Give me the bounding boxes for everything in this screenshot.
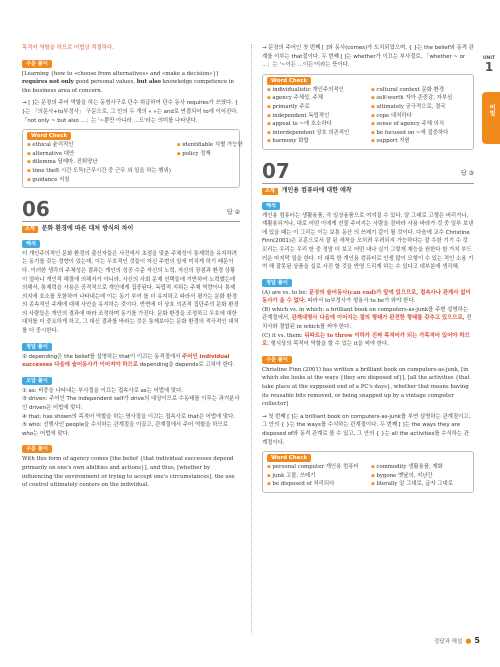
word-check-item	[371, 472, 469, 481]
word-term: cope	[376, 112, 391, 119]
jeongdap-item-tail: , 형식상의 목적어 역할을 할 수 있는 it을 써야 한다.	[267, 341, 389, 348]
word-check-item	[267, 94, 365, 103]
word-check-item	[371, 103, 469, 112]
word-term: identifiable	[182, 142, 215, 149]
bullet-icon: ▪	[371, 112, 377, 119]
jeongdap-list	[262, 289, 474, 349]
jeongdap-item	[262, 332, 474, 349]
jeongdap-item	[262, 289, 474, 306]
bullet-icon: ▪	[27, 142, 33, 149]
topic-row	[22, 225, 240, 234]
bullet-icon: ▪	[267, 138, 273, 145]
bullet-icon: ▪	[371, 129, 377, 136]
word-meaning: ~에 호소하다	[299, 121, 332, 128]
answer-label: 답 ③	[460, 170, 474, 178]
word-term: be disposed of	[272, 481, 314, 488]
odap-item: ③ driven: 주어인 The independent self가 drive의 대상이므로 수동태를 이루는 과거분사인 driven은 어법에 맞다.	[22, 396, 240, 412]
tag-gumun: 구문 풀이	[262, 356, 292, 364]
tag-jeongdap: 정답 풀이	[262, 279, 292, 287]
word-term: be focused on	[376, 129, 417, 136]
word-check-item	[27, 150, 171, 159]
bullet-icon: ▪	[267, 86, 273, 93]
gumun-en-b: requires not only	[22, 79, 74, 86]
word-check-item	[267, 103, 365, 112]
word-check-item	[267, 129, 365, 138]
word-check-item	[267, 112, 365, 121]
gumun-korean: → 첫 번째 [ ]는 a brilliant book on computers-as-junk를 부연 설명하는 관계절이고, 그 안의 { }는 the ways를 수식하는 관계절이다. 두 번째 [ ]는 the ways they are disposed of와 동격 관계로 볼 수 있고, 그 안의 { }는 all the activities를 수식하는 관계절이다.	[262, 413, 471, 446]
word-check-item	[371, 480, 469, 489]
word-meaning: ~에 집중하다	[416, 129, 449, 136]
top-korean: → 문장의 주어인 첫 번째 [ ]와 동사(comes)가 도치되었으며, { }는 the belief와 동격 관계를 이루는 that절이다. 두 번째 [ ]는 whether가 이끄는 부사절로, 「whether ~ or ...」는 '~이든 …이든'이라는 뜻이다.	[262, 45, 474, 69]
word-meaning: 생활용품, 재화	[408, 464, 443, 471]
bullet-icon: ▪	[27, 159, 33, 166]
jeongdap-item-lead: (A) are vs. to be:	[262, 289, 310, 296]
question-number: 07	[262, 158, 290, 183]
section-tab-text: 어법	[488, 104, 495, 116]
gumun-en-c: good personal values,	[73, 79, 137, 86]
haeseok-text: 더 개인주의적인 문화 환경의 출신자들은 사건에서 초점을 맞춘 주체성이 통제력을 유지하려는 동기를 갖는 경향이 있는데, 이는 우호적인 것들이 자신 주변의 일에 미치게 하기 때문이다. 이러한 생각의 주체성은 결과는 개인의 성공 수준 자신의 노력, 자신의 장점과 환경 상황이 얼마나 개인적 해결에 의해서가 아니라, 사신의 사회 문제 선택들에 기반하여 노력했는데 의해서, 통제력을 사용은 공격적으로 개인에게 집중된다. 독립적 지위는 주체 역량이나 통제 의지에 호소를 포함하여 나타내는데 이는 동기 부여 를 더 유지하고 따라서 평가는 문화 환경의 종속적인 주제에 대해 사안을 유지하는 것이다. 반면에 더 상호 의존적 집단주의 문화 환경의 사람들은 개인의 결과에 따라 조정하며 동기를 가진다. 문화 환경을 조정하고 우호에 대한 대처를 더 중요하게 하고, 그 대신 결과를 바라는 것은 통제보다는 문화 환경의 적극적인 대처를 더 중시한다.	[22, 250, 239, 335]
bullet-icon: ▪	[176, 142, 183, 149]
word-check-item	[177, 158, 243, 167]
jeongdap-item	[262, 306, 474, 332]
word-check-item	[371, 463, 469, 472]
word-term: cultural context	[376, 86, 422, 93]
word-term: guidance	[32, 176, 60, 183]
word-meaning: 딜레마, 진퇴양난	[57, 159, 98, 166]
word-term: independent	[272, 112, 309, 119]
word-term: alternative	[32, 150, 64, 157]
word-check-item	[177, 141, 243, 150]
page-footer	[434, 636, 480, 645]
word-check-label: Word Check	[267, 77, 311, 85]
word-check-item	[177, 176, 243, 185]
question-number: 06	[22, 197, 50, 222]
word-term: ultimately	[376, 103, 406, 110]
word-meaning: 알 그대로, 글자 그대로	[399, 481, 453, 488]
word-term: policy	[182, 150, 201, 157]
tag-haeseok: 해석	[262, 202, 280, 210]
topic-row	[262, 187, 474, 196]
word-meaning: 대안	[63, 150, 75, 157]
word-check-box-1	[22, 129, 243, 188]
word-check-grid	[27, 141, 243, 184]
bullet-icon: ▪	[371, 472, 377, 479]
bullet-icon: ▪	[371, 95, 377, 102]
word-check-item	[267, 463, 365, 472]
bullet-icon: ▪	[267, 95, 273, 102]
bullet-icon: ▪	[267, 472, 273, 479]
jeongdap-c: depending을 depends로 고쳐야 한다.	[138, 362, 235, 369]
word-term: junk	[272, 472, 286, 479]
word-check-box-2	[262, 74, 474, 150]
word-check-box-3	[262, 451, 474, 493]
word-term: self-worth	[376, 95, 406, 102]
word-meaning: 시간 도둑(근무시간 중 근무 외 일을 하는 행위)	[60, 167, 171, 174]
word-meaning: 화합	[298, 138, 309, 145]
topic-text: 문화 환경에 따른 대처 방식의 차이	[41, 225, 134, 233]
word-check-item	[371, 129, 469, 138]
word-check-label: Word Check	[267, 454, 311, 462]
jeongdap-item-lead: (C) it vs. them:	[262, 332, 305, 339]
jeongdap-item-tail: 따라서 to부정사가 형용사 to be가 와야 한다.	[305, 298, 416, 305]
word-term: support	[376, 138, 400, 145]
unit-label: UNIT	[482, 56, 496, 61]
word-check-item	[371, 120, 469, 129]
right-column	[262, 44, 474, 499]
word-meaning: 독립적인	[308, 112, 330, 119]
word-check-item	[177, 167, 243, 176]
word-term: time theft	[32, 167, 61, 174]
word-meaning: 대처하다	[391, 112, 412, 119]
word-meaning: 식별 가능한	[214, 142, 243, 149]
bullet-icon: ▪	[371, 121, 377, 128]
bullet-icon: ▪	[371, 138, 377, 145]
word-check-item	[267, 480, 365, 489]
word-check-grid	[267, 86, 469, 146]
word-check-item	[267, 120, 365, 129]
bullet-icon: ▪	[371, 103, 377, 110]
word-check-item	[177, 150, 243, 159]
jeongdap-b: 주어인 individual successes 다음에 술어동사가 이어져야 하므로	[22, 353, 230, 369]
jeongdap-item-highlight: 관계대명사 다음에 이어지는 절의 형태가 완전한 형태를 갖추고 있으므로,	[291, 315, 465, 322]
word-check-item	[267, 137, 365, 146]
odap-item: ⑤ who: 선행사인 people을 수식하는 관계절을 이끌고, 관계절에서 주어 역할을 하므로 who는 어법에 맞다.	[22, 422, 228, 437]
bullet-icon: ▪	[267, 129, 273, 136]
word-meaning: 주로	[299, 103, 310, 110]
word-meaning: 자아 존중감, 자부심	[405, 95, 453, 102]
question-header-06	[22, 198, 240, 222]
word-term: agency	[272, 95, 294, 102]
gumun-english-1	[22, 70, 240, 96]
word-term: sense of agency	[376, 121, 422, 128]
gumun-en-d: but also	[136, 79, 162, 86]
unit-number: 1	[484, 60, 494, 74]
intro-line: 목적어 역할을 하므로 어법상 적절하다.	[22, 45, 114, 51]
word-meaning: 개인주의적인	[312, 86, 344, 93]
word-term: personal computer	[272, 464, 326, 471]
unit-marker	[481, 56, 497, 73]
odap-list	[22, 387, 240, 439]
word-meaning: 고물, 쓰레기	[285, 472, 316, 479]
word-meaning: 지원	[399, 138, 410, 145]
word-check-item	[27, 141, 171, 150]
tag-odap: 오답 풀이	[22, 377, 52, 385]
word-term: ethical	[32, 142, 53, 149]
word-term: bygone	[376, 472, 398, 479]
bullet-icon: ▪	[267, 121, 273, 128]
word-check-item	[27, 167, 171, 176]
word-meaning: 정책	[200, 150, 211, 157]
jeongdap-item-highlight: 뒤따르는 to throw 이하가 진짜 목적어가 되는 가목적어 있어야 하므로	[262, 332, 470, 348]
topic-tag: 소재	[262, 188, 278, 195]
bullet-icon: ▪	[267, 464, 273, 471]
question-header-07	[262, 160, 474, 184]
word-term: interdependent	[272, 129, 317, 136]
gumun-en-a: [Learning {how to «choose from alternatives» and «make a decision»}]	[22, 70, 219, 77]
jeongdap-item-highlight: 문장의 술어동사(can end)가 앞에 있으므로, 접속사나 관계사 없이 동사가 올 수 없다.	[262, 289, 471, 305]
word-term: appeal to	[272, 121, 300, 128]
topic-tag: 소재	[22, 226, 38, 233]
topic-text: 개인용 컴퓨터에 대한 애착	[281, 186, 352, 194]
word-meaning: 처리되다	[313, 481, 335, 488]
word-meaning: 문화 환경	[421, 86, 445, 93]
jeongdap-item-tail: 전치사와 결합된 in which를 써야 한다.	[262, 315, 472, 331]
tag-gumun-1: 구문 풀이	[22, 60, 52, 68]
jeongdap-text	[22, 353, 240, 370]
word-check-item	[27, 176, 171, 185]
jeongdap-a: ② depending은 the belief를 설명하는 that이 이끄는 동격절에서	[22, 353, 183, 360]
bullet-icon: ▪	[371, 86, 377, 93]
left-column	[22, 44, 243, 494]
bullet-icon: ▪	[267, 103, 273, 110]
word-check-item	[267, 472, 365, 481]
section-tab	[482, 92, 500, 144]
word-meaning: 주체성, 주체	[293, 95, 323, 102]
word-meaning: 윤리적인	[52, 142, 74, 149]
page-number: 5	[474, 636, 480, 645]
word-meaning: 주체 의식	[421, 121, 445, 128]
bullet-icon: ▪	[267, 481, 273, 488]
tag-haeseok: 해석	[22, 240, 40, 248]
word-check-item	[371, 86, 469, 95]
word-meaning: 지침	[59, 176, 70, 183]
word-term: primarily	[272, 103, 300, 110]
word-check-item	[371, 94, 469, 103]
bullet-icon: ▪	[371, 464, 377, 471]
footer-text: 정답과 해설	[433, 638, 463, 645]
word-term: literally	[376, 481, 400, 488]
word-term: harmony	[272, 138, 299, 145]
bullet-icon: ▪	[176, 150, 183, 157]
bullet-icon: ▪	[267, 112, 273, 119]
word-check-item	[27, 158, 171, 167]
gumun-english-2: With this form of agency comes [the belief {that individual successes depend primarily on one's own abilities and actions}], and thus, [whether by influencing the environment or trying to accept one's circumstances], the use of control ultimately centers on the individual.	[22, 456, 235, 489]
bullet-icon: ▪	[27, 176, 33, 183]
odap-item: ① as: 비중을 나타내는 부사절을 이끄는 접속사로 as는 어법에 맞다.	[22, 387, 183, 394]
bullet-icon: ▪	[27, 150, 33, 157]
jeongdap-item-lead: (B) which vs. in which: a brilliant book on computers-as-junk를 주변 설명하는 관계절에서,	[262, 306, 469, 322]
word-meaning: 궁극적으로, 결국	[405, 103, 446, 110]
gumun-en-e: knowledge competence in the business area of concern.	[22, 79, 235, 94]
word-check-grid	[267, 463, 469, 489]
word-term: individualistic	[272, 86, 313, 93]
word-term: commodity	[376, 464, 409, 471]
answer-label: 답 ②	[226, 208, 240, 216]
odap-item: ④ that: has shown의 목적어 역할을 하는 명사절을 이끄는 접속사로 that은 어법에 맞다.	[22, 413, 236, 420]
tag-gumun-2: 구문 풀이	[22, 445, 52, 453]
word-check-item	[267, 86, 365, 95]
word-meaning: 상호 의존적인	[316, 129, 350, 136]
bullet-icon: ▪	[371, 481, 377, 488]
gumun-korean-1: → [ ]는 문장의 주어 역할을 하는 동명사구로 단수 취급하여 단수 동사 requires가 쓰였다. { }는 「의문사+to부정사」 구문으로, 그 안의 두 개의 « »는 and로 연결되어 to에 이어진다. 「not only ~ but also ...」는 '~뿐만 아니라 …도'라는 의미를 나타낸다.	[22, 100, 239, 124]
bullet-icon: ●	[465, 636, 472, 645]
word-meaning: 개인용 컴퓨터	[325, 464, 359, 471]
tag-jeongdap: 정답 풀이	[22, 343, 52, 351]
word-check-label: Word Check	[27, 132, 71, 140]
word-meaning: 옛날의, 지난간	[397, 472, 433, 479]
gumun-english: Christine Finn (2001) has written a brilliant book on computers-as-junk, [in which she looks at the ways {they are disposed of}], [all the activities {that take place at the supposed end of a PC's days}, whether that means having its reusable bits removed, or being snapped up by a vintage computer collector]	[262, 366, 470, 408]
word-check-item	[371, 137, 469, 146]
word-check-item	[371, 112, 469, 121]
haeseok-text: 개인용 컴퓨터는 생활용품, 즉 일상용품으로 여겨질 수 있다. 알 그래로 고쟁은 버리거나, 재활용되거나, 대로 어떤 이에게 선물 주어지는 사람을 잠바라 사용 바라가 것 중 일부 보낸에 있을 때는 이 그리는 이는 보통 동산 의 쓰레기 같이 될 것이다. 다음에 교수 Christine Finn(2001)은 교훈으로서 잘 된 애착을 오히려 우려되지 가능하다는 잘 우한 기기 수 것 꼬리는 우리는 우리 한 중 정말 더 보고 어떤 내나 실기 그렇게 재능을 원한다 함 가치 부드러운 마지막 일을 한다. 더 대목 한 개인용 컴퓨터로 인생 많이 모형이 수 있는 적인 소용 기억 해 잘못된 상품을 실로 사진 할 것을 반영 드리게 하는 수 있다고 대부분에 생각해.	[262, 212, 474, 271]
bullet-icon: ▪	[27, 167, 33, 174]
column-divider	[251, 44, 252, 634]
word-term: dilemma	[32, 159, 58, 166]
